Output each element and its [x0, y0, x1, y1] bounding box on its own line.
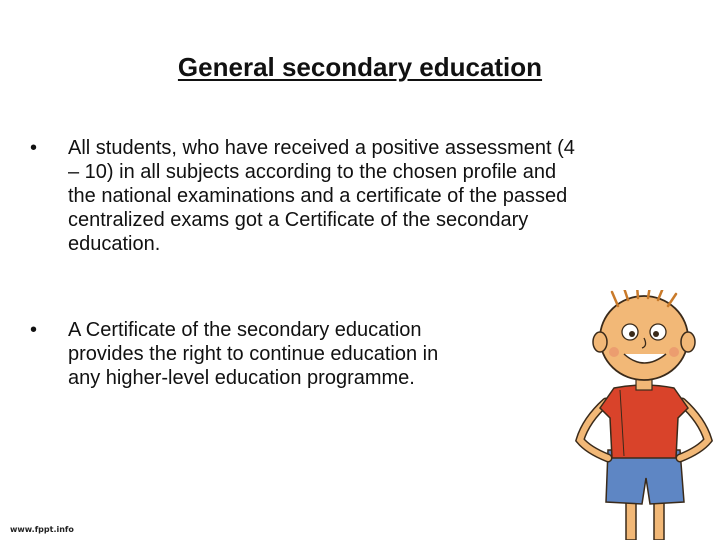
bullet-text: [68, 318, 538, 390]
bullet-line: any higher-level education programme.: [68, 367, 415, 389]
bullet-marker: •: [30, 137, 38, 159]
bullet-line: centralized exams got a Certificate of the secondary: [68, 209, 529, 231]
shirt: [600, 385, 688, 458]
bullet-text: [68, 136, 708, 256]
bullet-line: provides the right to continue education in: [68, 343, 439, 365]
watermark: www.fppt.info: [10, 525, 74, 534]
slide-title: General secondary education: [177, 52, 543, 82]
bullet-line: A Certificate of the secondary education: [68, 319, 422, 341]
cartoon-boy-illustration: [568, 290, 718, 540]
head: [593, 290, 695, 380]
bullet-line: – 10) in all subjects according to the chosen profile and: [68, 161, 557, 183]
bullet-marker: •: [30, 319, 38, 341]
bullet-line: the national examinations and a certificate of the passed: [68, 185, 568, 207]
bullet-line: education.: [68, 233, 161, 255]
bullet-item-1: [30, 136, 710, 266]
bullet-line: All students, who have received a positive assessment (4: [68, 137, 575, 159]
bullet-item-2: [30, 318, 550, 418]
